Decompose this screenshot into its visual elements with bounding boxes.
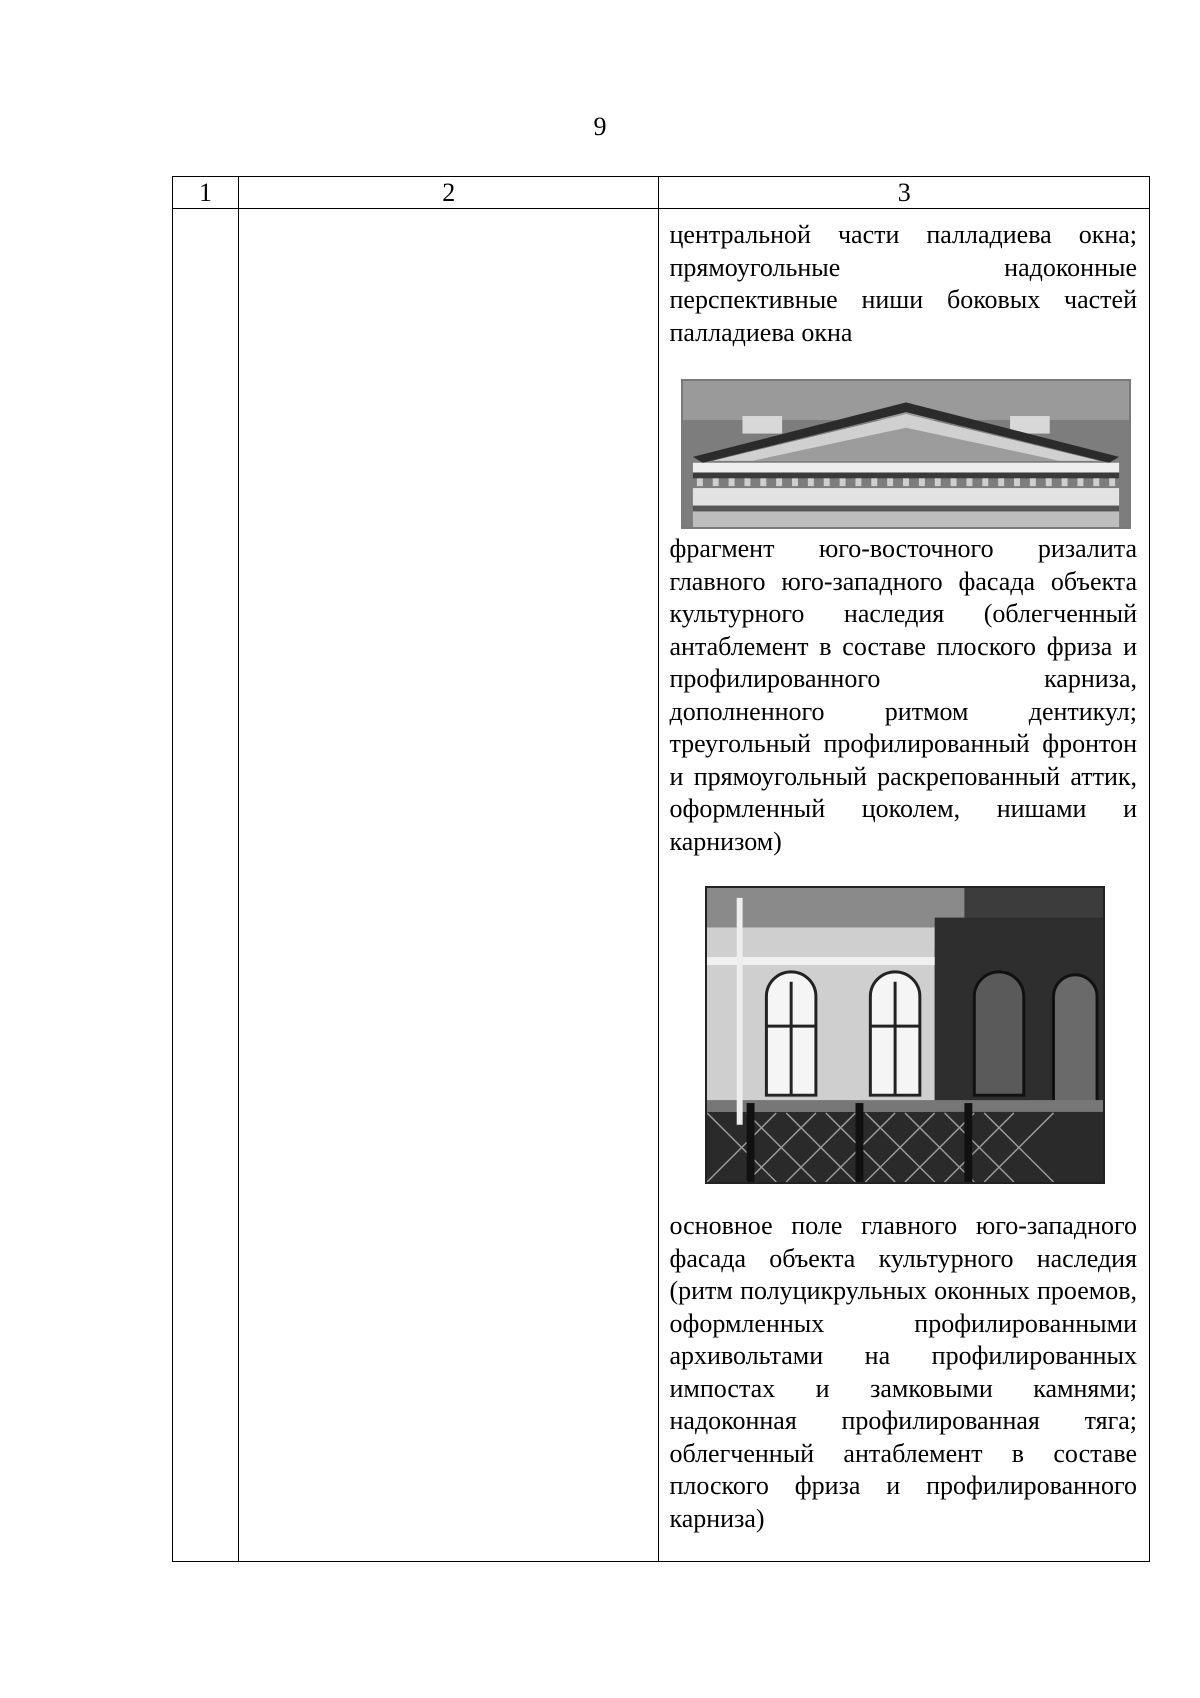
column-header-2: 2 — [239, 177, 659, 209]
row-cell-3 — [659, 209, 1150, 1562]
pediment-photo — [681, 379, 1131, 529]
row-cell-1 — [173, 209, 239, 1562]
monument-table — [172, 176, 1150, 1562]
facade-photo — [705, 886, 1105, 1184]
column-header-1: 1 — [173, 177, 239, 209]
description-rizalit: фрагмент юго-восточного ризалита главного юго-западного фасада объекта культурного наследия (облегченный антаблемент в составе плоского фриза и профилированного карниза, дополненного ритмом дентикул; треугольный профилированный фронтон и прямоугольный раскрепованный аттик, оформленный цоколем, нишами и карнизом) — [669, 534, 1137, 856]
row-cell-2 — [239, 209, 659, 1562]
table-row — [173, 209, 1150, 1562]
table-header-row — [173, 177, 1150, 209]
column-header-3: 3 — [659, 177, 1150, 209]
description-main-facade: основное поле главного юго-западного фасада объекта культурного наследия (ритм полуцикрульных оконных проемов, оформленных профилированными архивольтами на профилированных импостах и замковыми камнями; надоконная профилированная тяга; облегченный антаблемент в составе плоского фриза и профилированного карниза) — [669, 1211, 1137, 1533]
page-number: 9 — [593, 112, 607, 141]
description-window-niches: центральной части палладиева окна; прямоугольные надоконные перспективные ниши боковых частей палладиева окна — [669, 220, 1137, 347]
